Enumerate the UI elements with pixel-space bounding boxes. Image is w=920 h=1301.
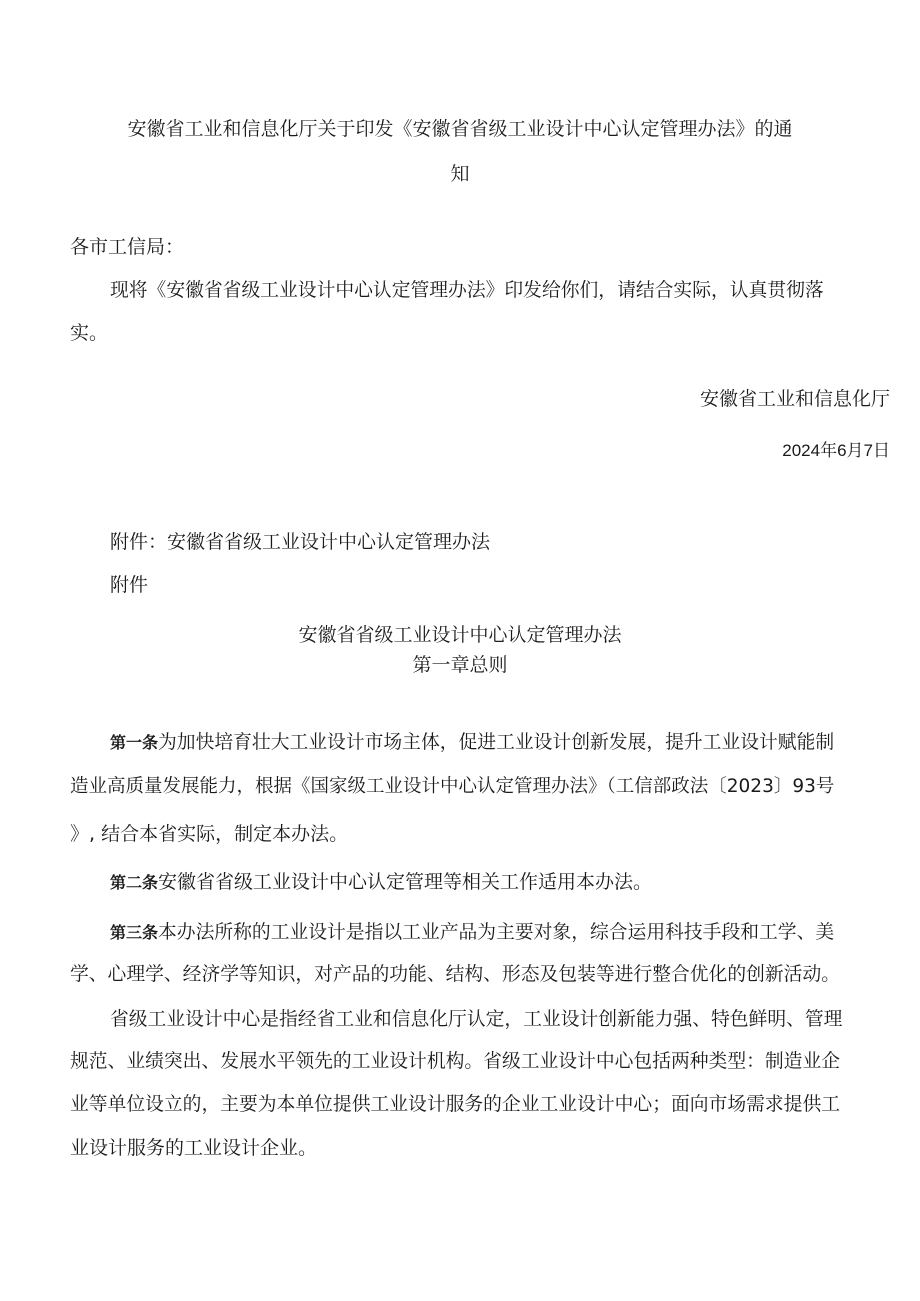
document-title-line-1: 安徽省工业和信息化厅关于印发《安徽省省级工业设计中心认定管理办法》的通 (127, 118, 793, 140)
article-2-line (110, 873, 652, 892)
document-title-line-2: 知 (450, 163, 470, 185)
article-3-line-1 (110, 924, 834, 943)
article-1-line-1 (110, 734, 834, 753)
center-definition-line-3: 业等单位设立的，主要为本单位提供工业设计服务的企业工业设计中心；面向市场需求提供工 (70, 1094, 841, 1115)
center-definition-line-2: 规范、业绩突出、发展水平领先的工业设计机构。省级工业设计中心包括两种类型：制造业企 (70, 1051, 841, 1072)
article-2-label: 第二条 (110, 873, 159, 892)
article-2-text: 安徽省省级工业设计中心认定管理等相关工作适用本办法。 (158, 871, 653, 893)
addressee: 各市工信局： (70, 236, 185, 258)
article-3-line-2: 学、心理学、经济学等知识，对产品的功能、结构、形态及包装等进行整合优化的创新活动。 (70, 964, 841, 985)
signature-issuer: 安徽省工业和信息化厅 (699, 388, 890, 410)
center-definition-line-4: 业设计服务的工业设计企业。 (70, 1137, 318, 1159)
issue-date: 2024年6月7日 (782, 441, 890, 460)
center-definition-line-1: 省级工业设计中心是指经省工业和信息化厅认定，工业设计创新能力强、特色鲜明、管理 (110, 1009, 843, 1030)
article-1-text-1: 为加快培育壮大工业设计市场主体，促进工业设计创新发展，提升工业设计赋能制 (158, 732, 835, 753)
article-1-line-3: 》, 结合本省实际，制定本办法。 (70, 823, 349, 845)
article-3-text-1: 本办法所称的工业设计是指以工业产品为主要对象，综合运用科技手段和工学、美 (158, 922, 835, 943)
notice-body-line-2: 实。 (70, 322, 109, 344)
regulation-title: 安徽省省级工业设计中心认定管理办法 (298, 624, 622, 646)
chapter-heading: 第一章总则 (412, 654, 508, 676)
attachment-line: 附件：安徽省省级工业设计中心认定管理办法 (110, 531, 491, 553)
attachment-label: 附件 (110, 574, 149, 596)
article-3-label: 第三条 (110, 923, 159, 942)
notice-body-line-1: 现将《安徽省省级工业设计中心认定管理办法》印发给你们，请结合实际，认真贯彻落 (110, 280, 824, 301)
article-1-line-2: 造业高质量发展能力，根据《国家级工业设计中心认定管理办法》（工信部政法〔2023〕93号 (70, 776, 835, 797)
article-1-label: 第一条 (110, 733, 159, 752)
